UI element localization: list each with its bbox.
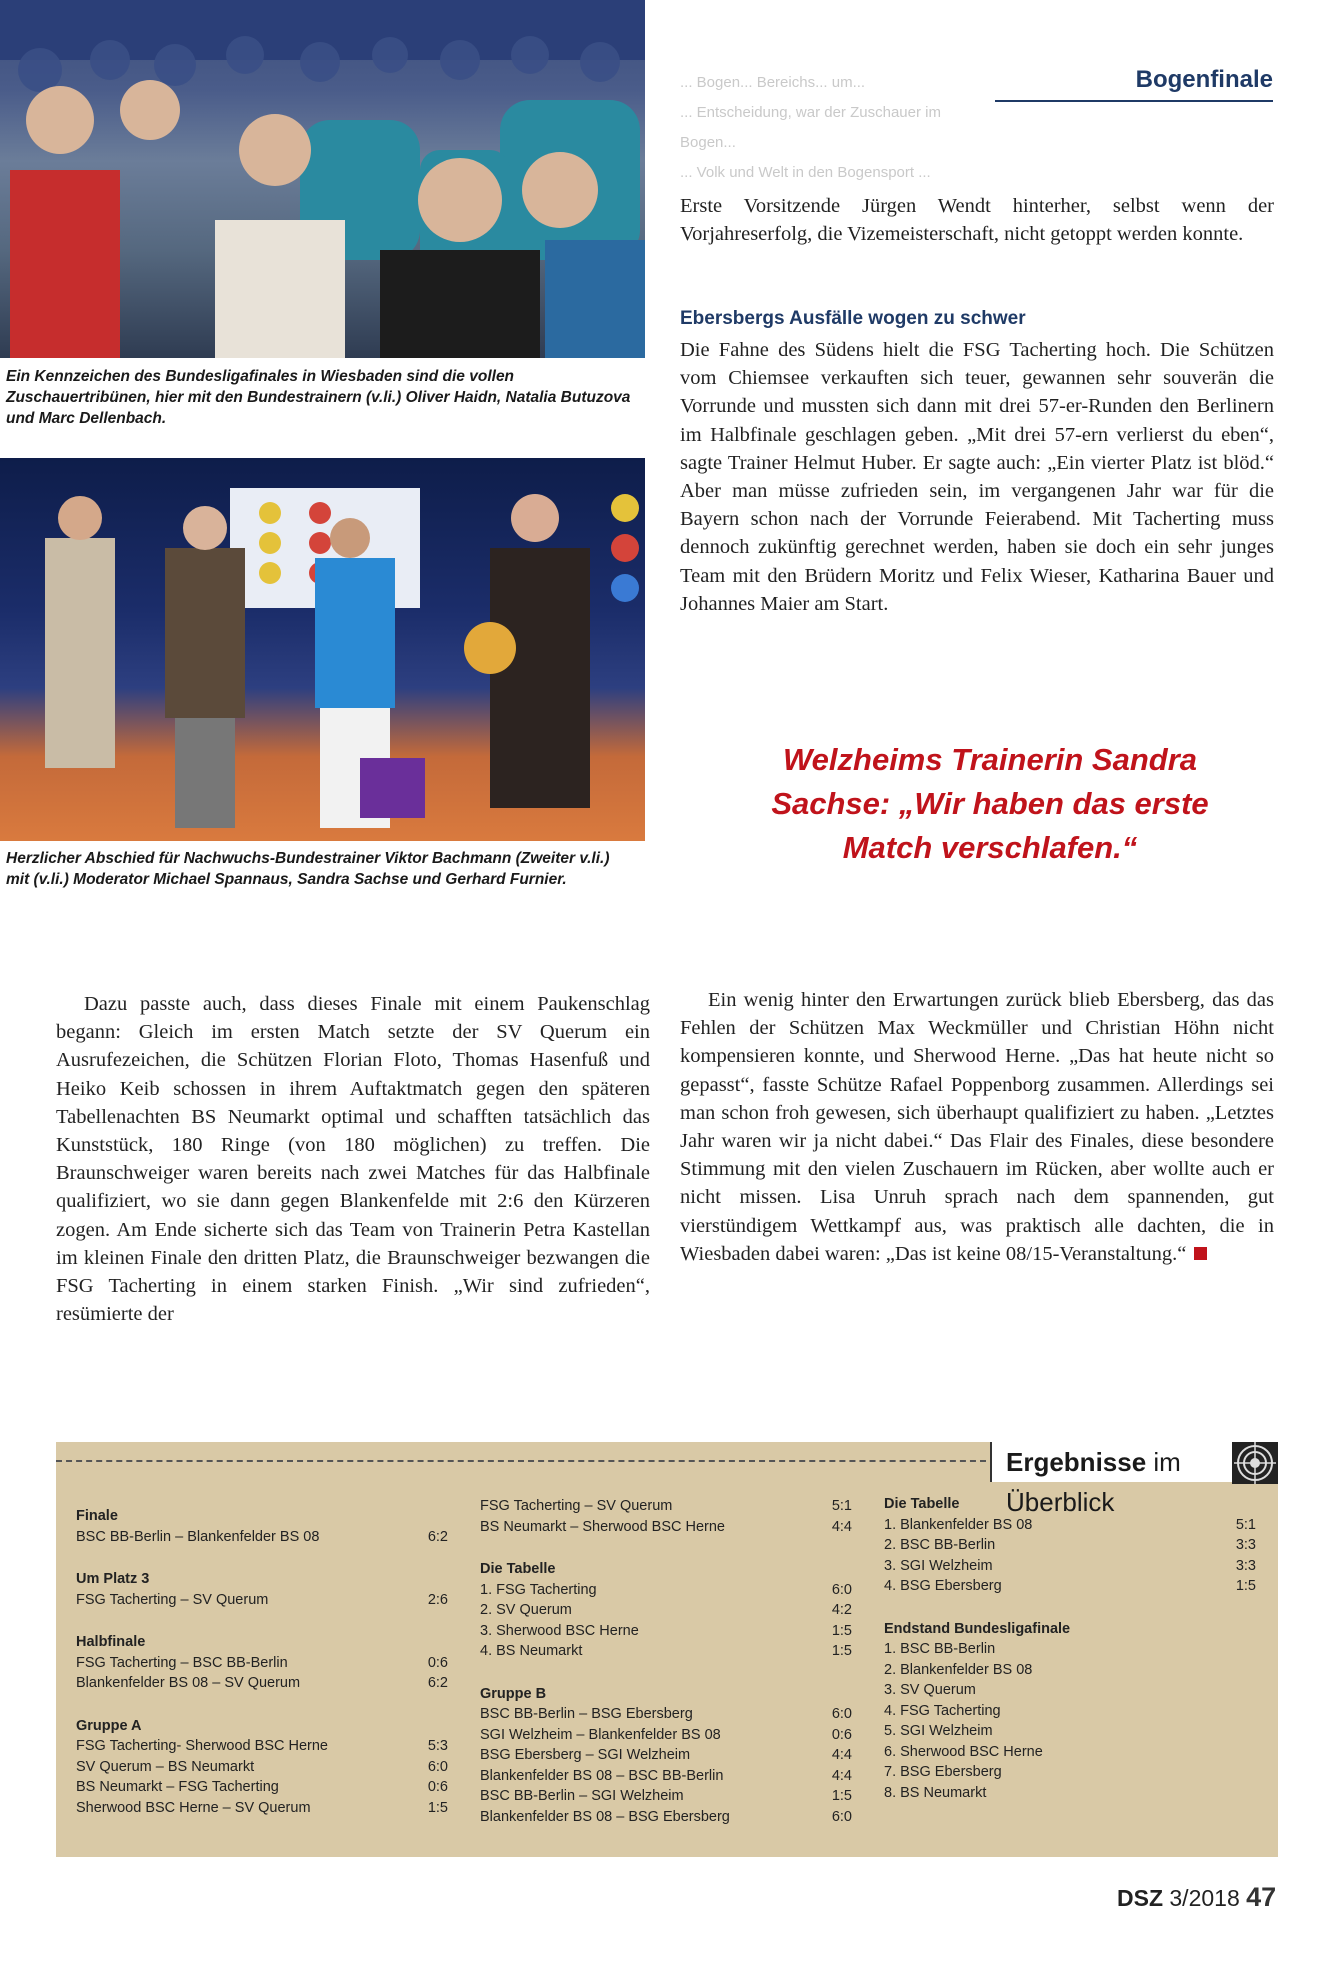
results-block (76, 1716, 448, 1819)
results-block-heading: Halbfinale (76, 1634, 146, 1650)
results-score: 0:6 (427, 1654, 448, 1671)
results-match: 3. SV Querum (884, 1682, 976, 1698)
target-icon-graphic (1232, 1442, 1278, 1484)
ghost-line: ... Bogen... Bereichs... um... (680, 74, 866, 91)
results-score: 4:4 (831, 1747, 852, 1763)
photo-crowd-illustration (0, 0, 645, 358)
page-footer (1117, 1882, 1276, 1913)
results-match: FSG Tacherting – SV Querum (480, 1498, 673, 1514)
results-row (884, 1515, 1256, 1536)
results-score (1216, 1660, 1256, 1681)
results-score: 5:3 (427, 1738, 448, 1754)
results-match: FSG Tacherting- Sherwood BSC Herne (76, 1738, 328, 1754)
results-match: BSC BB-Berlin – BSG Ebersberg (480, 1706, 693, 1722)
results-score: 3:3 (1235, 1557, 1256, 1574)
results-row (76, 1736, 448, 1757)
results-row (76, 1757, 448, 1778)
results-match: 2. SV Querum (480, 1602, 572, 1618)
results-row (480, 1704, 852, 1725)
results-match: 2. Blankenfelder BS 08 (884, 1661, 1033, 1678)
section-title: Bogenfinale (1135, 66, 1273, 93)
results-score (1216, 1701, 1256, 1722)
footer-magazine: DSZ (1117, 1885, 1163, 1911)
article-left-column (56, 990, 650, 1328)
results-row (76, 1653, 448, 1674)
results-row (76, 1673, 448, 1694)
results-match: 7. BSG Ebersberg (884, 1764, 1002, 1780)
results-column-1 (76, 1506, 448, 1840)
results-match: 8. BS Neumarkt (884, 1784, 987, 1801)
results-score (1216, 1762, 1256, 1783)
results-block-heading: Endstand Bundesligafinale (884, 1620, 1071, 1637)
results-row (884, 1576, 1256, 1597)
results-row (884, 1639, 1256, 1660)
results-score: 6:2 (427, 1675, 448, 1691)
results-column-2 (480, 1496, 852, 1849)
results-score: 4:2 (831, 1602, 852, 1618)
results-row (884, 1701, 1256, 1722)
ghost-line: ... Volk und Welt in den Bogensport ... (680, 164, 931, 181)
photo1-caption: Ein Kennzeichen des Bundesligafinales in Wiesbaden sind die vollen Zuschauertribünen, hier mit den Bundestrainern (v.li.) Oliver Haidn, Natalia Butuzova und Marc Dellenbach. (6, 368, 631, 427)
results-block-heading: Gruppe B (480, 1685, 547, 1702)
results-score: 4:4 (831, 1518, 852, 1535)
results-row (76, 1777, 448, 1798)
results-match: Sherwood BSC Herne – SV Querum (76, 1799, 311, 1816)
left-paragraph: Dazu passte auch, dass dieses Finale mit einem Paukenschlag begann: Gleich im ersten Match setzte der SV Querum ein Ausrufezeichen, die Schützen Florian Floto, Thomas Hasenfuß und Heiko Keib schossen in ihrem Auftaktmatch gegen den späteren Tabellenachten BS Neumarkt optimal und schafften tatsächlich das Kunststück, 180 Ringe (von 180 möglichen) zu treffen. Die Braunschweiger waren bereits nach zwei Matches für das Halbfinale qualifiziert, wo sie dann gegen Blankenfelde mit 2:6 den Kürzeren zogen. Am Ende sicherte sich das Team von Trainerin Petra Kastellan im kleinen Finale den dritten Platz, die Braunschweiger bezwangen die FSG Tacherting in einem starken Finish. „Wir sind zufrieden“, resümierte der (56, 993, 650, 1326)
ghost-line: ... Entscheidung, war der Zuschauer im Bogen... (680, 104, 941, 151)
photo2-caption: Herzlicher Abschied für Nachwuchs-Bundestrainer Viktor Bachmann (Zweiter v.li.) mit (v.li.) Moderator Michael Spannaus, Sandra Sachse und Gerhard Furnier. (6, 850, 610, 888)
results-row (76, 1527, 448, 1548)
results-score: 1:5 (831, 1622, 852, 1639)
results-row (480, 1807, 852, 1828)
article-intro (680, 192, 1274, 248)
photo-stage-illustration (0, 458, 645, 841)
results-match: BSC BB-Berlin – Blankenfelder BS 08 (76, 1528, 320, 1545)
results-block (480, 1684, 852, 1828)
results-block-heading: Gruppe A (76, 1717, 142, 1734)
results-match: Blankenfelder BS 08 – SV Querum (76, 1675, 301, 1691)
results-match: BSC BB-Berlin – SGI Welzheim (480, 1788, 684, 1804)
results-match: 3. Sherwood BSC Herne (480, 1622, 639, 1639)
results-score (1216, 1783, 1256, 1804)
results-title-bold: Ergebnisse (1006, 1447, 1147, 1477)
results-block (76, 1569, 448, 1610)
results-row (480, 1725, 852, 1746)
right-paragraph: Ein wenig hinter den Erwartungen zurück blieb Ebersberg, das das Fehlen der Schützen Max Weckmüller und Christian Höhn nicht kompensieren konnte, und Sherwood Herne. „Das hat heute nicht so gepasst“, fasste Schütze Rafael Poppenborg zusammen. Allerdings sei man schon froh gewesen, sich überhaupt qualifiziert zu haben. „Letztes Jahr waren wir ja nicht dabei.“ Das Flair des Finales, diese besondere Stimmung mit den vielen Zuschauern im Rücken, aber wollte auch er nicht missen. Lisa Unruh sprach nach dem spannenden, gut vierstündigem Wettkampf aus, was praktisch alle dachten, die in Wiesbaden dabei waren: „Das ist keine 08/15-Veranstaltung.“ (680, 989, 1274, 1265)
results-score: 5:1 (831, 1498, 852, 1514)
article-tacherting (680, 336, 1274, 618)
results-row (884, 1680, 1256, 1701)
results-score (1216, 1680, 1256, 1701)
results-row (480, 1600, 852, 1621)
results-match: 3. SGI Welzheim (884, 1557, 993, 1574)
results-row (884, 1721, 1256, 1742)
results-match: FSG Tacherting – BSC BB-Berlin (76, 1654, 288, 1671)
results-block (884, 1494, 1256, 1597)
footer-page-number: 47 (1246, 1882, 1277, 1912)
results-block (480, 1559, 852, 1662)
results-row (480, 1496, 852, 1517)
results-match: SV Querum – BS Neumarkt (76, 1758, 255, 1775)
target-icon (1232, 1442, 1278, 1484)
results-match: 4. BS Neumarkt (480, 1643, 583, 1659)
photo-stage (0, 458, 645, 841)
results-row (884, 1556, 1256, 1577)
article-right-column (680, 986, 1274, 1268)
results-box (56, 1442, 1278, 1857)
results-block-heading: Um Platz 3 (76, 1571, 150, 1587)
results-dashed-rule (56, 1460, 986, 1462)
results-match: 1. FSG Tacherting (480, 1581, 597, 1598)
results-match: 1. BSC BB-Berlin (884, 1641, 996, 1657)
results-score: 1:5 (427, 1799, 448, 1816)
results-score: 5:1 (1235, 1516, 1256, 1533)
results-row (884, 1742, 1256, 1763)
results-match: 4. BSG Ebersberg (884, 1578, 1002, 1594)
section-rule (995, 100, 1273, 102)
results-score: 6:0 (831, 1808, 852, 1825)
results-match: 4. FSG Tacherting (884, 1702, 1001, 1719)
results-block (76, 1506, 448, 1547)
results-score: 1:5 (831, 1788, 852, 1804)
results-score (1216, 1721, 1256, 1742)
article-subhead: Ebersbergs Ausfälle wogen zu schwer (680, 308, 1026, 329)
results-score (1216, 1639, 1256, 1660)
results-score: 6:2 (427, 1528, 448, 1545)
results-row (480, 1745, 852, 1766)
results-score: 6:0 (831, 1706, 852, 1722)
results-row (480, 1766, 852, 1787)
results-match: SGI Welzheim – Blankenfelder BS 08 (480, 1726, 721, 1743)
results-score: 3:3 (1235, 1537, 1256, 1553)
results-score: 1:5 (1235, 1578, 1256, 1594)
results-row (884, 1660, 1256, 1681)
results-score (1216, 1742, 1256, 1763)
results-score: 0:6 (831, 1726, 852, 1743)
results-block-heading: Die Tabelle (884, 1496, 960, 1512)
pull-quote: Welzheims Trainerin Sandra Sachse: „Wir haben das erste Match verschlafen.“ (771, 742, 1209, 865)
results-match: 1. Blankenfelder BS 08 (884, 1516, 1033, 1533)
results-match: 5. SGI Welzheim (884, 1723, 993, 1739)
results-score: 2:6 (427, 1591, 448, 1608)
results-score: 0:6 (427, 1779, 448, 1795)
results-row (480, 1786, 852, 1807)
intro-paragraph: Erste Vorsitzende Jürgen Wendt hinterher, selbst wenn der Vorjahreserfolg, die Vizemeisterschaft, nicht getoppt werden konnte. (680, 195, 1274, 246)
results-row (480, 1580, 852, 1601)
results-row (884, 1535, 1256, 1556)
results-row (76, 1590, 448, 1611)
results-score: 1:5 (831, 1643, 852, 1659)
photo-crowd (0, 0, 645, 358)
results-title-rest: im Überblick (1006, 1447, 1181, 1517)
bleed-through-text (680, 68, 980, 188)
results-score: 6:0 (427, 1758, 448, 1775)
results-match: FSG Tacherting – SV Querum (76, 1591, 269, 1608)
results-block (76, 1632, 448, 1694)
results-score: 6:0 (831, 1581, 852, 1598)
results-match: Blankenfelder BS 08 – BSC BB-Berlin (480, 1767, 724, 1784)
results-block (480, 1496, 852, 1537)
results-row (76, 1798, 448, 1819)
results-column-3 (884, 1494, 1256, 1825)
results-row (884, 1783, 1256, 1804)
footer-issue: 3/2018 (1169, 1885, 1240, 1911)
results-row (480, 1517, 852, 1538)
results-row (884, 1762, 1256, 1783)
end-mark (1194, 1247, 1207, 1260)
results-match: BS Neumarkt – Sherwood BSC Herne (480, 1518, 725, 1535)
results-row (480, 1641, 852, 1662)
results-match: BSG Ebersberg – SGI Welzheim (480, 1747, 691, 1763)
results-match: 6. Sherwood BSC Herne (884, 1743, 1043, 1760)
results-block-heading: Finale (76, 1508, 118, 1524)
results-score: 4:4 (831, 1767, 852, 1784)
results-match: 2. BSC BB-Berlin (884, 1537, 996, 1553)
results-match: BS Neumarkt – FSG Tacherting (76, 1779, 279, 1795)
results-match: Blankenfelder BS 08 – BSG Ebersberg (480, 1808, 730, 1825)
tacherting-paragraph: Die Fahne des Südens hielt die FSG Tacherting hoch. Die Schützen vom Chiemsee verkauften sich teuer, gewannen sehr souverän die Vorrunde und mussten sich dann mit drei 57-er-Runden den Berlinern im Halbfinale geschlagen geben. „Mit drei 57-ern verlierst du eben“, sagte Trainer Helmut Huber. Er sagte auch: „Ein vierter Platz ist blöd.“ Aber man müsse zufrieden sein, im vergangenen Jahr war für die Bayern schon nach der Vorrunde Feierabend. Mit Tacherting muss dennoch zukünftig gerechnet werden, haben sie doch ein sehr junges Team mit den Brüdern Moritz und Felix Wieser, Katharina Bauer und Johannes Maier am Start. (680, 339, 1274, 615)
results-block (884, 1619, 1256, 1804)
results-row (480, 1621, 852, 1642)
results-block-heading: Die Tabelle (480, 1561, 556, 1577)
